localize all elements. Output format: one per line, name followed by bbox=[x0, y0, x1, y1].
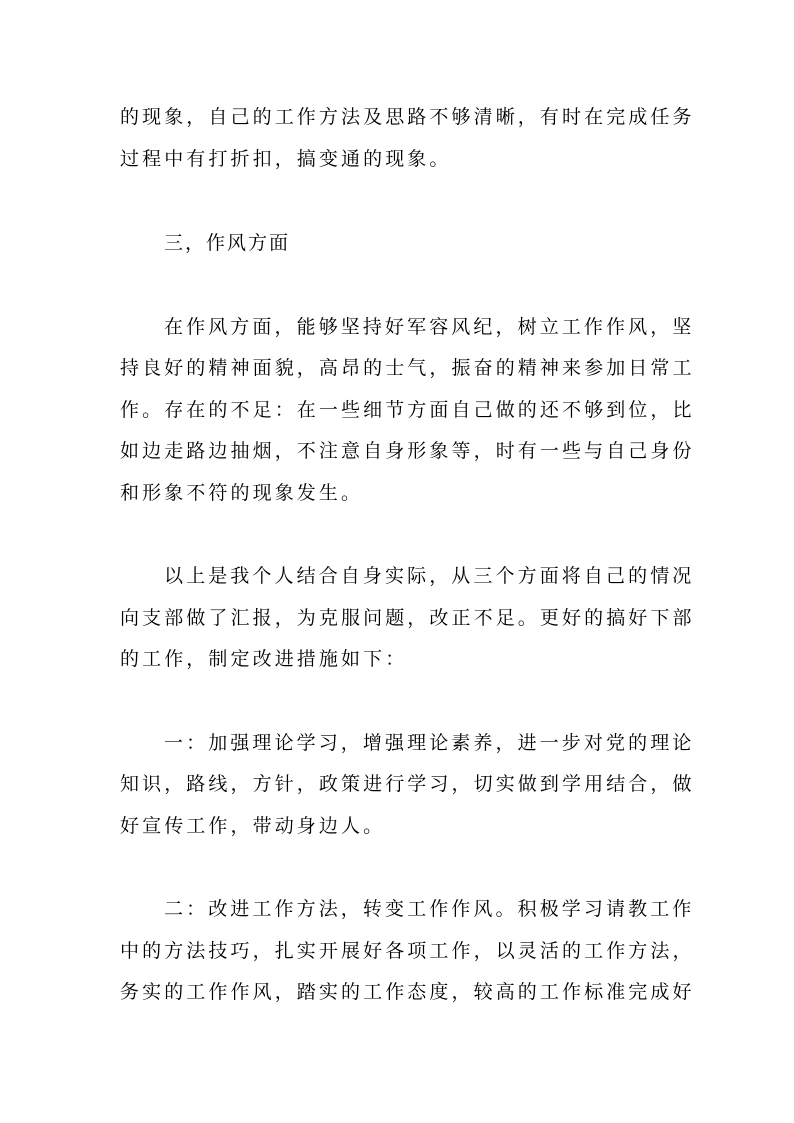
text-line: 好宣传工作，带动身边人。 bbox=[120, 815, 386, 837]
text-line: 的工作，制定改进措施如下： bbox=[120, 648, 408, 670]
text-line: 和形象不符的现象发生。 bbox=[120, 482, 364, 504]
text-line: 如边走路边抽烟，不注意自身形象等，时有一些与自己身份 bbox=[120, 440, 695, 462]
section-heading: 三，作风方面 bbox=[164, 232, 291, 254]
text-line: 中的方法技巧，扎实开展好各项工作，以灵活的工作方法， bbox=[120, 940, 695, 962]
text-line: 作。存在的不足：在一些细节方面自己做的还不够到位，比 bbox=[120, 399, 695, 421]
text-line: 在作风方面，能够坚持好军容风纪，树立工作作风，坚 bbox=[164, 316, 695, 338]
text-line: 知识，路线，方针，政策进行学习，切实做到学用结合，做 bbox=[120, 773, 695, 795]
text-line: 向支部做了汇报，为克服问题，改正不足。更好的搞好下部 bbox=[120, 607, 695, 629]
text-line: 持良好的精神面貌，高昂的士气，振奋的精神来参加日常工 bbox=[120, 357, 695, 379]
text-line: 二：改进工作方法，转变工作作风。积极学习请教工作 bbox=[164, 898, 695, 920]
text-line: 务实的工作作风，踏实的工作态度，较高的工作标准完成好 bbox=[120, 981, 695, 1003]
text-line: 一：加强理论学习，增强理论素养，进一步对党的理论 bbox=[164, 732, 695, 754]
text-line: 过程中有打折扣，搞变通的现象。 bbox=[120, 148, 452, 170]
text-line: 以上是我个人结合自身实际，从三个方面将自己的情况 bbox=[164, 565, 695, 587]
text-line: 的现象，自己的工作方法及思路不够清晰，有时在完成任务 bbox=[120, 106, 695, 128]
